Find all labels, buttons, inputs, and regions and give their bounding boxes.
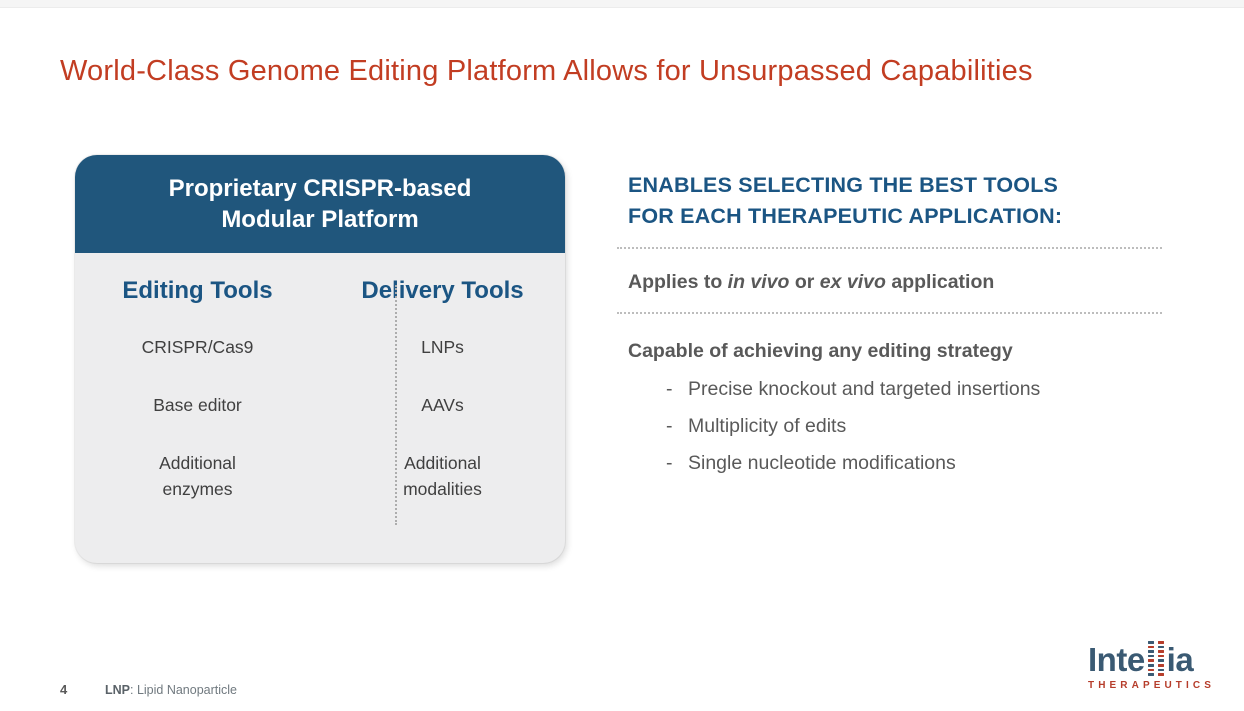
logo-subtext: THERAPEUTICS (1088, 679, 1215, 691)
editing-tool-item: Base editor (153, 395, 242, 415)
delivery-tool-item: Additional modalities (403, 453, 482, 499)
editing-tool-item: CRISPR/Cas9 (141, 337, 254, 357)
ex-vivo-text: ex vivo (819, 271, 886, 293)
delivery-tools-heading: Delivery Tools (361, 277, 524, 304)
dna-column-icon (1148, 641, 1154, 676)
right-panel-heading: ENABLES SELECTING THE BEST TOOLS FOR EACH THERAPEUTIC APPLICATION: (628, 173, 1063, 228)
dotted-divider-1 (617, 247, 1162, 249)
applies-suffix: application (885, 271, 995, 293)
wordmark-right: ia (1166, 640, 1194, 678)
intellia-logo (1088, 641, 1220, 691)
applies-line (628, 271, 994, 294)
delivery-tool-item: AAVs (421, 395, 464, 415)
editing-tools-column (75, 253, 320, 563)
slide-title: World-Class Genome Editing Platform Allows for Unsurpassed Capabilities (60, 55, 1033, 88)
delivery-tools-column (320, 253, 565, 563)
applies-middle: or (789, 271, 820, 293)
applies-prefix: Applies to (628, 271, 728, 293)
delivery-tool-item: LNPs (421, 337, 464, 357)
bullet-item (666, 451, 1040, 475)
footnote (105, 683, 237, 697)
dna-column-icon (1158, 641, 1164, 676)
bullet-item (666, 414, 1040, 438)
dna-barcode-icon (1148, 641, 1164, 676)
platform-card-header: Proprietary CRISPR-based Modular Platform (75, 155, 565, 253)
bullet-item (666, 377, 1040, 401)
page-number: 4 (60, 682, 68, 697)
bullet-text: Precise knockout and targeted insertions (688, 378, 1041, 400)
bullet-text: Multiplicity of edits (688, 415, 847, 437)
footnote-term: LNP (105, 683, 130, 697)
wordmark-left: Inte (1088, 640, 1145, 678)
footnote-definition: : Lipid Nanoparticle (130, 683, 238, 697)
intellia-wordmark (1088, 641, 1220, 677)
slide-top-strip (0, 0, 1244, 8)
platform-card-body (75, 253, 565, 563)
dotted-divider-2 (617, 312, 1162, 314)
bullet-dash: - (666, 452, 673, 474)
editing-tools-heading: Editing Tools (122, 277, 273, 304)
strategy-bullet-list (666, 377, 1040, 488)
strategy-heading: Capable of achieving any editing strategy (628, 340, 1013, 362)
bullet-dash: - (666, 415, 673, 437)
editing-tool-item: Additional enzymes (159, 453, 236, 499)
in-vivo-text: in vivo (727, 271, 790, 293)
bullet-dash: - (666, 378, 673, 400)
bullet-text: Single nucleotide modifications (688, 452, 956, 474)
platform-card (75, 155, 565, 563)
column-divider (395, 285, 397, 525)
